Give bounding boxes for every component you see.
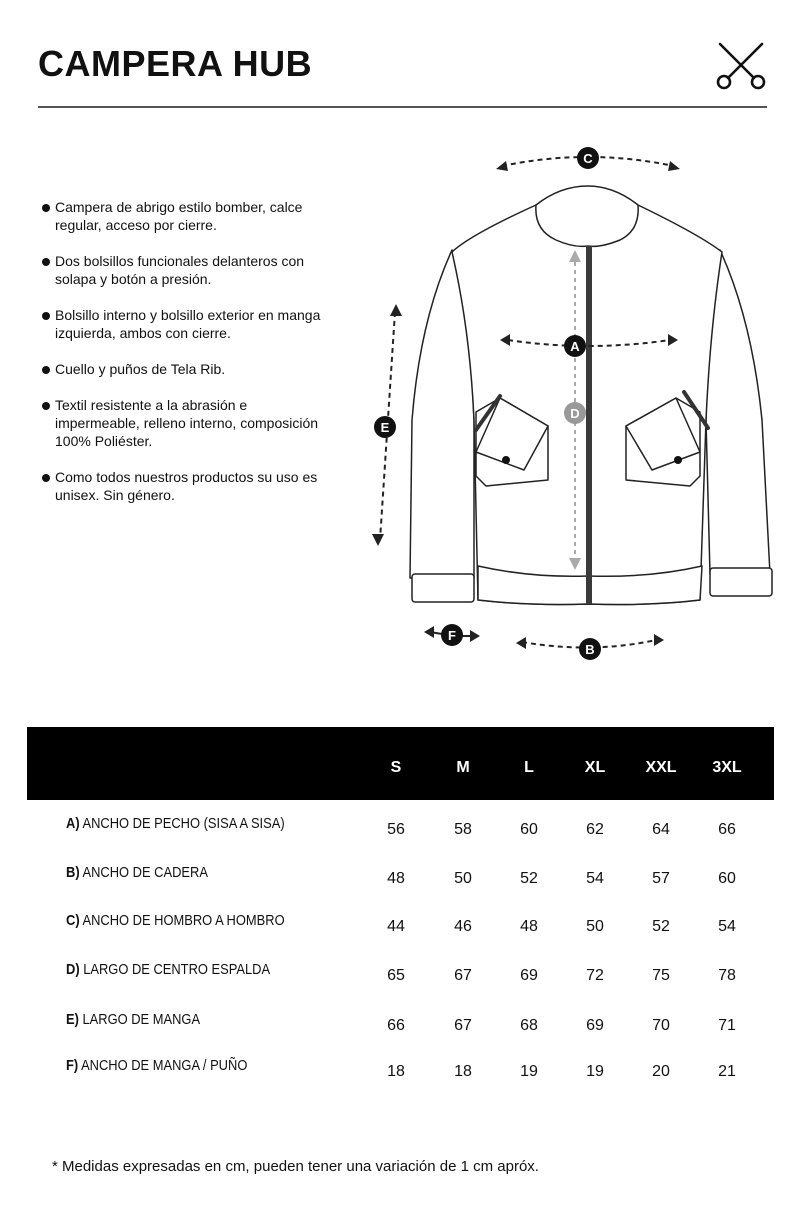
row-letter: C) bbox=[66, 912, 80, 929]
marker-e bbox=[374, 416, 396, 438]
feature-list bbox=[40, 198, 330, 522]
row-label bbox=[66, 912, 285, 930]
row-letter: A) bbox=[66, 815, 80, 832]
header-divider bbox=[38, 106, 767, 108]
table-cell: 54 bbox=[586, 870, 604, 887]
size-col-3xl: 3XL bbox=[712, 759, 742, 776]
row-letter: D) bbox=[66, 961, 80, 978]
footnote: * Medidas expresadas en cm, pueden tener una variación de 1 cm apróx. bbox=[52, 1158, 539, 1175]
table-row bbox=[0, 961, 800, 991]
table-cell: 62 bbox=[586, 821, 604, 838]
table-row bbox=[0, 1057, 800, 1087]
table-cell: 50 bbox=[586, 918, 604, 935]
table-row bbox=[0, 864, 800, 894]
table-cell: 50 bbox=[454, 870, 472, 887]
table-cell: 67 bbox=[454, 967, 472, 984]
feature-item: Textil resistente a la abrasión e impermeable, relleno interno, composición 100% Poliéster. bbox=[40, 396, 330, 450]
table-cell: 60 bbox=[520, 821, 538, 838]
row-label bbox=[66, 1011, 200, 1029]
table-cell: 52 bbox=[520, 870, 538, 887]
table-row bbox=[0, 815, 800, 845]
table-cell: 18 bbox=[454, 1063, 472, 1080]
size-col-m: M bbox=[456, 759, 470, 776]
table-cell: 20 bbox=[652, 1063, 670, 1080]
table-cell: 66 bbox=[387, 1017, 405, 1034]
marker-f bbox=[441, 624, 463, 646]
marker-a bbox=[564, 335, 586, 357]
feature-item: Como todos nuestros productos su uso es unisex. Sin género. bbox=[40, 468, 330, 504]
collar bbox=[536, 186, 638, 246]
row-letter: E) bbox=[66, 1011, 79, 1028]
left-cuff bbox=[412, 574, 474, 602]
marker-d bbox=[564, 402, 586, 424]
size-table-header bbox=[27, 727, 774, 800]
table-cell: 78 bbox=[718, 967, 736, 984]
row-label bbox=[66, 961, 270, 979]
table-cell: 66 bbox=[718, 821, 736, 838]
right-cuff bbox=[710, 568, 772, 596]
marker-c-label: C bbox=[583, 151, 593, 166]
marker-c bbox=[577, 147, 599, 169]
row-name: ANCHO DE CADERA bbox=[82, 864, 208, 881]
size-col-s: S bbox=[390, 759, 402, 776]
marker-f-label: F bbox=[448, 628, 456, 643]
row-name: ANCHO DE PECHO (SISA A SISA) bbox=[82, 815, 285, 832]
table-cell: 54 bbox=[718, 918, 736, 935]
jacket-diagram bbox=[355, 140, 795, 670]
table-cell: 67 bbox=[454, 1017, 472, 1034]
table-row bbox=[0, 912, 800, 942]
table-cell: 48 bbox=[520, 918, 538, 935]
feature-item: Cuello y puños de Tela Rib. bbox=[40, 360, 330, 378]
table-cell: 60 bbox=[718, 870, 736, 887]
marker-b-label: B bbox=[585, 642, 595, 657]
table-cell: 19 bbox=[520, 1063, 538, 1080]
row-letter: B) bbox=[66, 864, 80, 881]
table-cell: 75 bbox=[652, 967, 670, 984]
table-cell: 57 bbox=[652, 870, 670, 887]
size-col-l: L bbox=[524, 759, 534, 776]
marker-e-label: E bbox=[380, 420, 390, 435]
page-title: CAMPERA HUB bbox=[38, 43, 313, 84]
marker-b bbox=[579, 638, 601, 660]
row-name: ANCHO DE HOMBRO A HOMBRO bbox=[82, 912, 285, 929]
row-name: LARGO DE MANGA bbox=[82, 1011, 201, 1028]
table-cell: 72 bbox=[586, 967, 604, 984]
marker-a-label: A bbox=[570, 339, 580, 354]
table-cell: 52 bbox=[652, 918, 670, 935]
table-cell: 18 bbox=[387, 1063, 405, 1080]
size-col-xxl: XXL bbox=[645, 759, 677, 776]
row-label bbox=[66, 1057, 247, 1075]
feature-item: Dos bolsillos funcionales delanteros con solapa y botón a presión. bbox=[40, 252, 330, 288]
table-cell: 64 bbox=[652, 821, 670, 838]
scissors-icon bbox=[714, 40, 768, 90]
table-cell: 19 bbox=[586, 1063, 604, 1080]
table-cell: 69 bbox=[586, 1017, 604, 1034]
table-cell: 65 bbox=[387, 967, 405, 984]
table-cell: 46 bbox=[454, 918, 472, 935]
size-col-xl: XL bbox=[584, 759, 606, 776]
table-cell: 58 bbox=[454, 821, 472, 838]
table-cell: 71 bbox=[718, 1017, 736, 1034]
row-name: ANCHO DE MANGA / PUÑO bbox=[81, 1057, 248, 1074]
table-cell: 44 bbox=[387, 918, 405, 935]
table-cell: 48 bbox=[387, 870, 405, 887]
row-letter: F) bbox=[66, 1057, 79, 1074]
row-label bbox=[66, 864, 208, 882]
table-cell: 69 bbox=[520, 967, 538, 984]
row-name: LARGO DE CENTRO ESPALDA bbox=[83, 961, 271, 978]
feature-item: Campera de abrigo estilo bomber, calce regular, acceso por cierre. bbox=[40, 198, 330, 234]
table-cell: 56 bbox=[387, 821, 405, 838]
feature-item: Bolsillo interno y bolsillo exterior en manga izquierda, ambos con cierre. bbox=[40, 306, 330, 342]
table-cell: 21 bbox=[718, 1063, 736, 1080]
marker-d-label: D bbox=[570, 406, 580, 421]
table-cell: 68 bbox=[520, 1017, 538, 1034]
zipper bbox=[586, 246, 592, 604]
row-label bbox=[66, 815, 285, 833]
table-cell: 70 bbox=[652, 1017, 670, 1034]
table-row bbox=[0, 1011, 800, 1041]
